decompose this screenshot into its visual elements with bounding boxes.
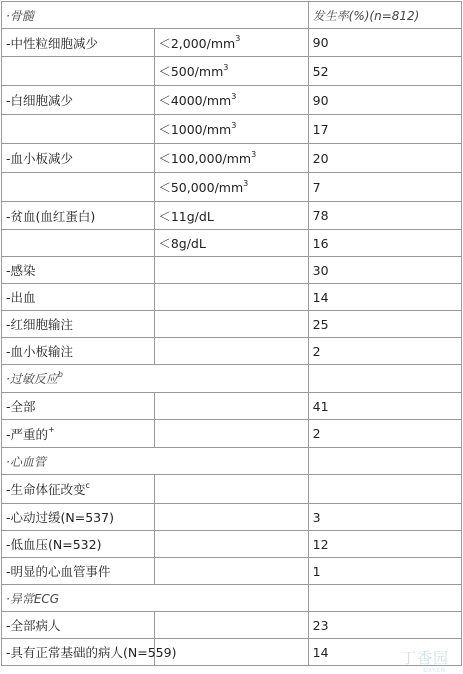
- table-row: [2, 558, 462, 585]
- section-row: [2, 448, 462, 475]
- threshold-cell: [155, 639, 308, 666]
- incidence-value: 90: [308, 86, 461, 115]
- incidence-value: 90: [308, 29, 461, 57]
- row-label: -严重的+: [2, 420, 155, 448]
- threshold-cell: $<100,000/mm^3$: [155, 144, 308, 173]
- table-row: [2, 475, 462, 504]
- row-label: [2, 173, 155, 202]
- incidence-value: 16: [308, 230, 461, 257]
- row-label: -明显的心血管事件: [2, 558, 155, 585]
- threshold-cell: [155, 558, 308, 585]
- table-row: [2, 338, 462, 365]
- table-row: [2, 531, 462, 558]
- threshold-cell: [155, 393, 308, 420]
- table-row: [2, 257, 462, 284]
- incidence-value: 2: [308, 420, 461, 448]
- incidence-value: 17: [308, 115, 461, 144]
- row-label: -出血: [2, 284, 155, 311]
- incidence-value: 7: [308, 173, 461, 202]
- incidence-value: 78: [308, 202, 461, 230]
- row-label: -红细胞输注: [2, 311, 155, 338]
- threshold-cell: [155, 338, 308, 365]
- section-heading-cardiovascular: ·心血管: [2, 448, 309, 475]
- incidence-value: 14: [308, 639, 461, 666]
- row-label: -全部病人: [2, 612, 155, 639]
- adverse-events-table: [1, 1, 462, 666]
- threshold-cell: [155, 504, 308, 531]
- table-row: [2, 639, 462, 666]
- row-label: [2, 230, 155, 257]
- row-label: -心动过缓(N=537): [2, 504, 155, 531]
- section-row: [2, 365, 462, 393]
- threshold-cell: $<1000/mm^3$: [155, 115, 308, 144]
- section-heading-bone-marrow: ·骨髓: [2, 2, 309, 29]
- watermark-logo: 丁香园: [400, 649, 449, 667]
- row-label: -血小板输注: [2, 338, 155, 365]
- row-label: [2, 57, 155, 86]
- incidence-value: 12: [308, 531, 461, 558]
- threshold-cell: [155, 612, 308, 639]
- row-label: -血小板减少: [2, 144, 155, 173]
- table-row: [2, 230, 462, 257]
- incidence-value: [308, 448, 461, 475]
- table-row: [2, 612, 462, 639]
- threshold-cell: $<4000/mm^3$: [155, 86, 308, 115]
- threshold-cell: [155, 257, 308, 284]
- row-label: -具有正常基础的病人(N=559): [2, 639, 155, 666]
- incidence-value: 2: [308, 338, 461, 365]
- threshold-cell: $<500/mm^3$: [155, 57, 308, 86]
- table-row: [2, 173, 462, 202]
- incidence-value: 41: [308, 393, 461, 420]
- row-label: -贫血(血红蛋白): [2, 202, 155, 230]
- table-row: [2, 29, 462, 57]
- threshold-cell: ＜11g/dL: [155, 202, 308, 230]
- table-row: [2, 504, 462, 531]
- incidence-value: 25: [308, 311, 461, 338]
- incidence-value: 30: [308, 257, 461, 284]
- table-row: [2, 115, 462, 144]
- row-label: -低血压(N=532): [2, 531, 155, 558]
- incidence-value: 52: [308, 57, 461, 86]
- incidence-value: [308, 475, 461, 504]
- table-row: [2, 311, 462, 338]
- incidence-value: [308, 585, 461, 612]
- table-row: [2, 420, 462, 448]
- table-row: [2, 284, 462, 311]
- table-row: [2, 202, 462, 230]
- section-row: [2, 585, 462, 612]
- threshold-cell: [155, 420, 308, 448]
- row-label: [2, 115, 155, 144]
- incidence-value: 23: [308, 612, 461, 639]
- row-label: -生命体征改变$^c$: [2, 475, 155, 504]
- table-row: [2, 393, 462, 420]
- threshold-cell: ＜8g/dL: [155, 230, 308, 257]
- incidence-column-header: 发生率(%)(n=812): [308, 2, 461, 29]
- row-label: -白细胞减少: [2, 86, 155, 115]
- incidence-value: 14: [308, 284, 461, 311]
- section-heading-abnormal-ecg: ·异常ECG: [2, 585, 309, 612]
- threshold-cell: $<50,000/mm^3$: [155, 173, 308, 202]
- table-row: [2, 86, 462, 115]
- header-row: [2, 2, 462, 29]
- table-row: [2, 57, 462, 86]
- threshold-cell: [155, 475, 308, 504]
- threshold-cell: [155, 284, 308, 311]
- section-heading-allergy: ·过敏反应$^b$: [2, 365, 309, 393]
- row-label: -全部: [2, 393, 155, 420]
- threshold-cell: [155, 311, 308, 338]
- incidence-value: 3: [308, 504, 461, 531]
- incidence-value: 1: [308, 558, 461, 585]
- watermark-sub: DXY.CN: [423, 667, 445, 674]
- row-label: -感染: [2, 257, 155, 284]
- table-row: [2, 144, 462, 173]
- incidence-value: 20: [308, 144, 461, 173]
- threshold-cell: [155, 531, 308, 558]
- incidence-value: [308, 365, 461, 393]
- row-label: -中性粒细胞减少: [2, 29, 155, 57]
- threshold-cell: $<2,000/mm^3$: [155, 29, 308, 57]
